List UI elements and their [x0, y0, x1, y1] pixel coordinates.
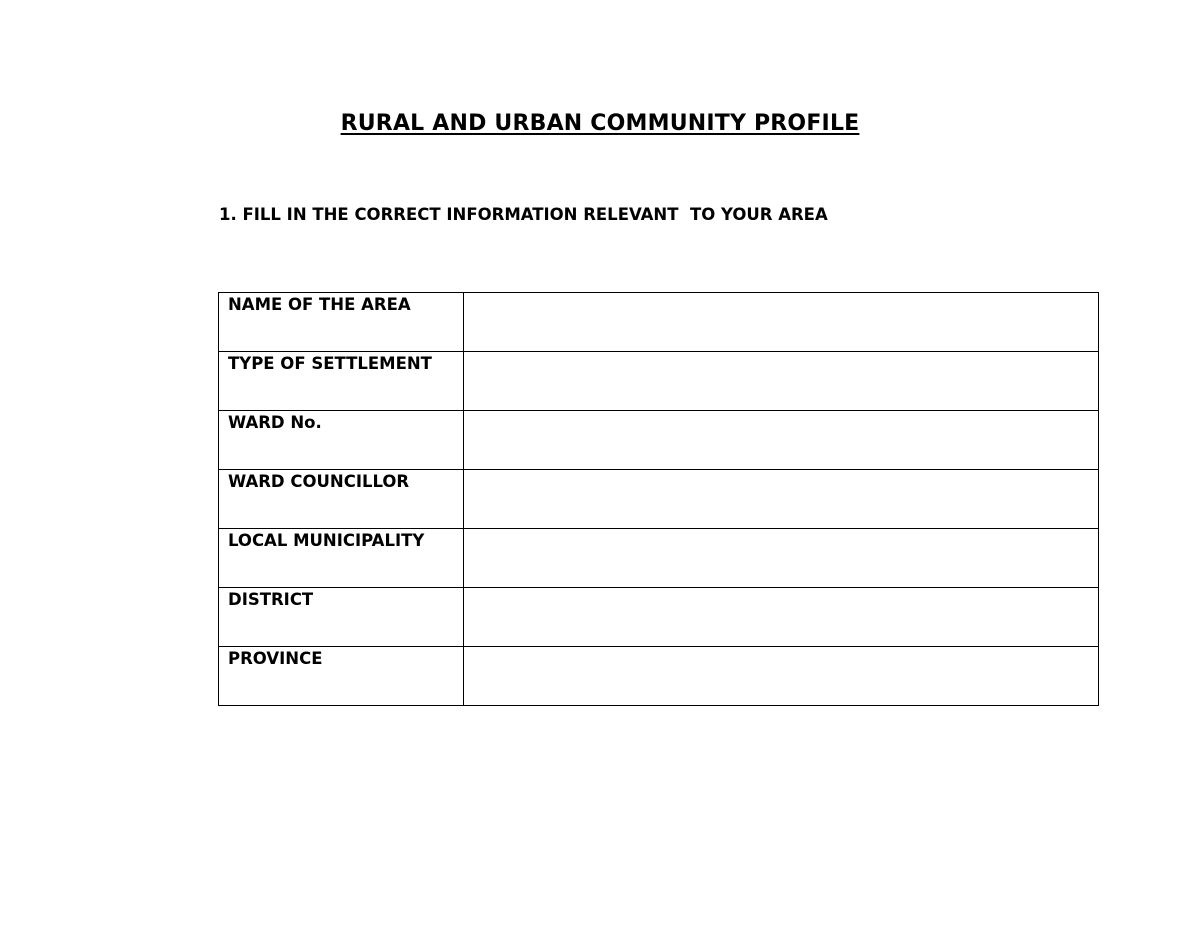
- table-row: [219, 647, 1099, 706]
- table-row: [219, 588, 1099, 647]
- name-of-area-label: NAME OF THE AREA: [219, 293, 464, 352]
- instruction-heading: 1. FILL IN THE CORRECT INFORMATION RELEVANT TO YOUR AREA: [219, 205, 828, 224]
- local-municipality-field[interactable]: [464, 529, 1099, 588]
- community-profile-table: [218, 292, 1099, 706]
- table-row: [219, 529, 1099, 588]
- table-row: [219, 470, 1099, 529]
- district-label: DISTRICT: [219, 588, 464, 647]
- local-municipality-label: LOCAL MUNICIPALITY: [219, 529, 464, 588]
- ward-councillor-field[interactable]: [464, 470, 1099, 529]
- ward-councillor-label: WARD COUNCILLOR: [219, 470, 464, 529]
- type-of-settlement-field[interactable]: [464, 352, 1099, 411]
- province-field[interactable]: [464, 647, 1099, 706]
- ward-number-label: WARD No.: [219, 411, 464, 470]
- province-label: PROVINCE: [219, 647, 464, 706]
- district-field[interactable]: [464, 588, 1099, 647]
- table-row: [219, 352, 1099, 411]
- table-row: [219, 293, 1099, 352]
- table-row: [219, 411, 1099, 470]
- name-of-area-field[interactable]: [464, 293, 1099, 352]
- ward-number-field[interactable]: [464, 411, 1099, 470]
- page-title: RURAL AND URBAN COMMUNITY PROFILE: [340, 111, 860, 136]
- type-of-settlement-label: TYPE OF SETTLEMENT: [219, 352, 464, 411]
